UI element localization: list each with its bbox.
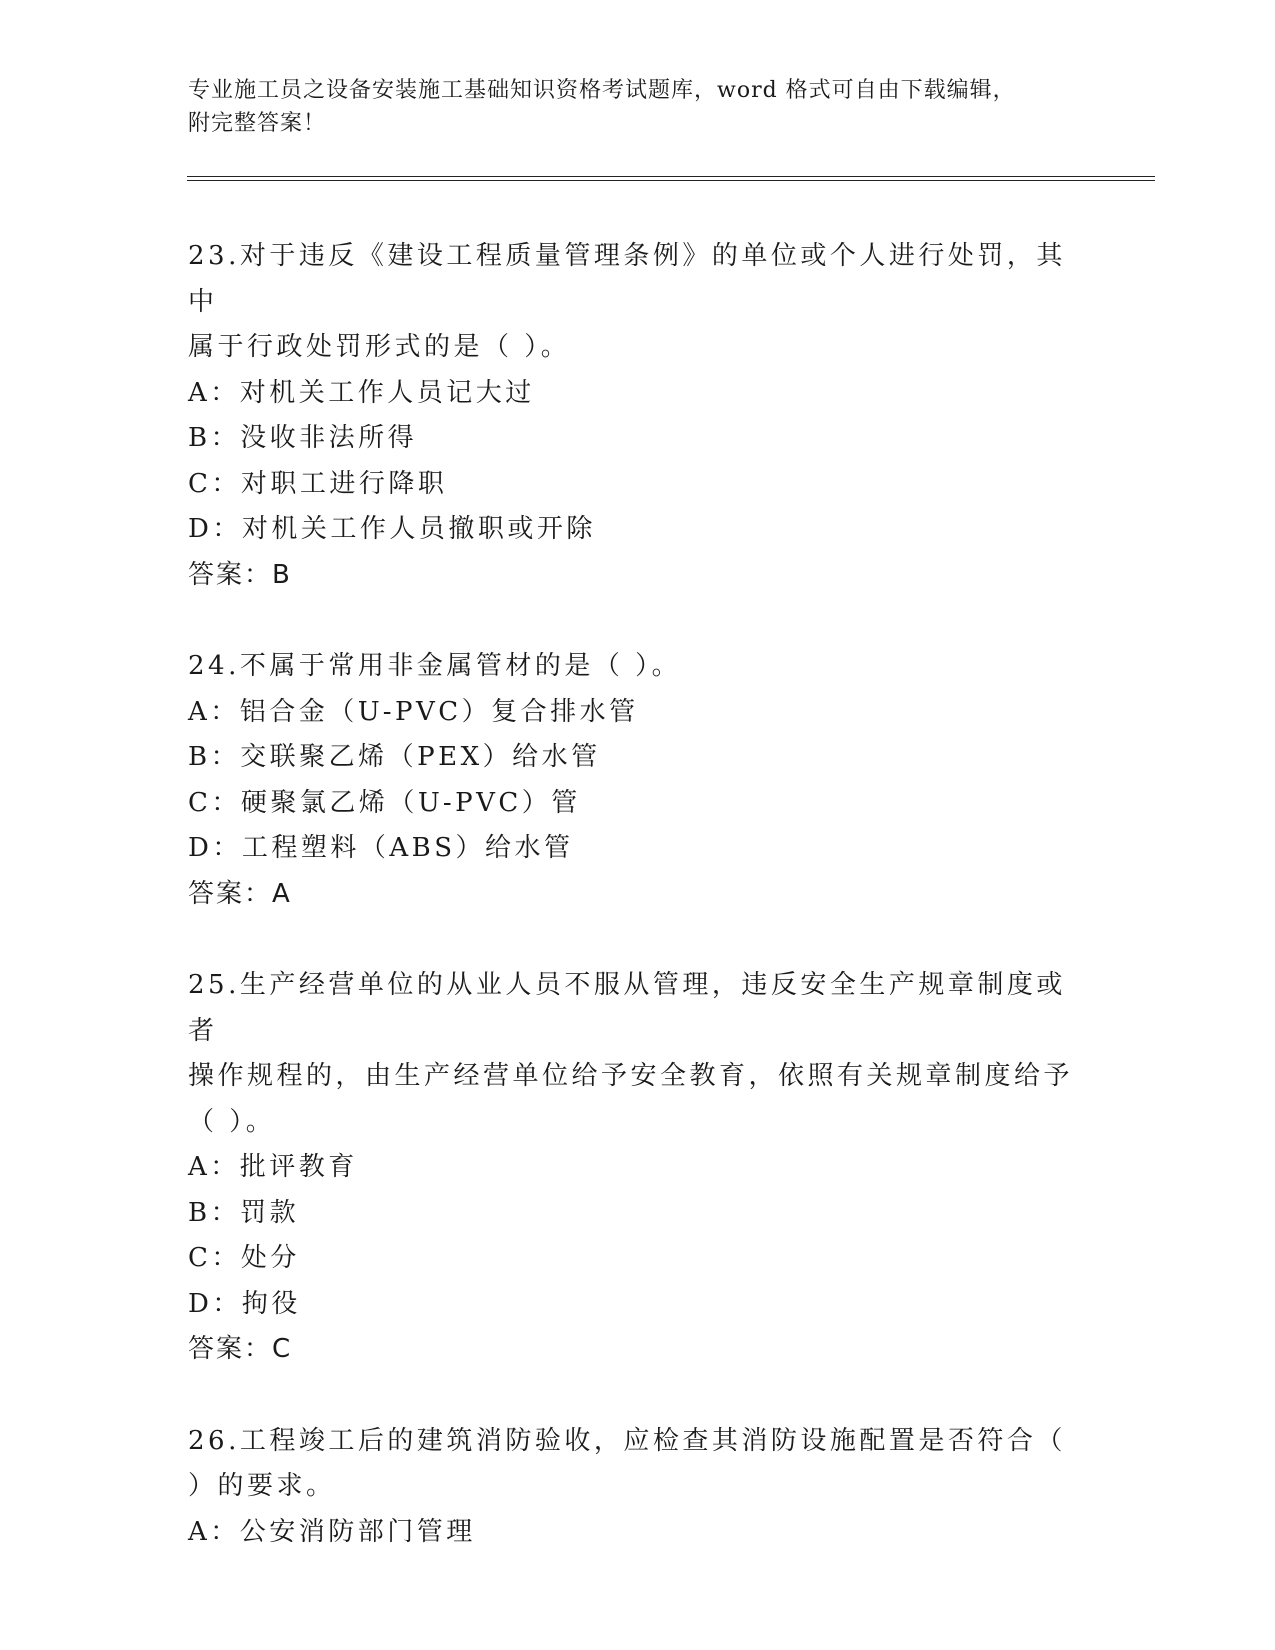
question-text-line: （ ）。 <box>188 1106 276 1137</box>
question-26 <box>188 1419 1088 1556</box>
option-b: B：罚款 <box>188 1197 300 1228</box>
question-text-line: ）的要求。 <box>188 1471 336 1501</box>
page-header <box>188 74 1088 140</box>
header-divider <box>187 176 1155 181</box>
answer: 答案：C <box>188 1334 293 1364</box>
question-23 <box>188 234 1088 598</box>
question-text-line: 23.对于违反《建设工程质量管理条例》的单位或个人进行处罚，其中 <box>188 241 1066 317</box>
option-b: B：没收非法所得 <box>188 423 418 453</box>
question-24 <box>188 644 1088 917</box>
option-d: D：工程塑料（ABS）给水管 <box>188 833 574 863</box>
header-line-2: 附完整答案！ <box>188 111 327 136</box>
option-a: A：批评教育 <box>188 1152 358 1182</box>
option-a: A：对机关工作人员记大过 <box>188 377 535 408</box>
option-c: C：处分 <box>188 1243 300 1273</box>
question-text-line: 24.不属于常用非金属管材的是（ ）。 <box>188 651 682 681</box>
answer: 答案：B <box>188 559 292 590</box>
option-b: B：交联聚乙烯（PEX）给水管 <box>188 742 601 772</box>
question-text-line: 25.生产经营单位的从业人员不服从管理，违反安全生产规章制度或者 <box>188 970 1066 1046</box>
question-text-line: 26.工程竣工后的建筑消防验收，应检查其消防设施配置是否符合（ <box>188 1425 1066 1456</box>
option-c: C：对职工进行降职 <box>188 468 448 499</box>
header-line-1: 专业施工员之设备安装施工基础知识资格考试题库，word 格式可自由下载编辑， <box>188 78 1016 103</box>
option-d: D：拘役 <box>188 1288 301 1319</box>
option-c: C：硬聚氯乙烯（U-PVC）管 <box>188 787 581 818</box>
option-d: D：对机关工作人员撤职或开除 <box>188 514 596 544</box>
question-text-line: 操作规程的，由生产经营单位给予安全教育，依照有关规章制度给予 <box>188 1061 1074 1091</box>
option-a: A：铝合金（U-PVC）复合排水管 <box>188 696 639 727</box>
question-25 <box>188 963 1088 1373</box>
question-list <box>188 234 1088 1601</box>
answer: 答案：A <box>188 878 292 909</box>
question-text-line: 属于行政处罚形式的是（ ）。 <box>188 332 571 362</box>
option-a: A：公安消防部门管理 <box>188 1516 476 1547</box>
